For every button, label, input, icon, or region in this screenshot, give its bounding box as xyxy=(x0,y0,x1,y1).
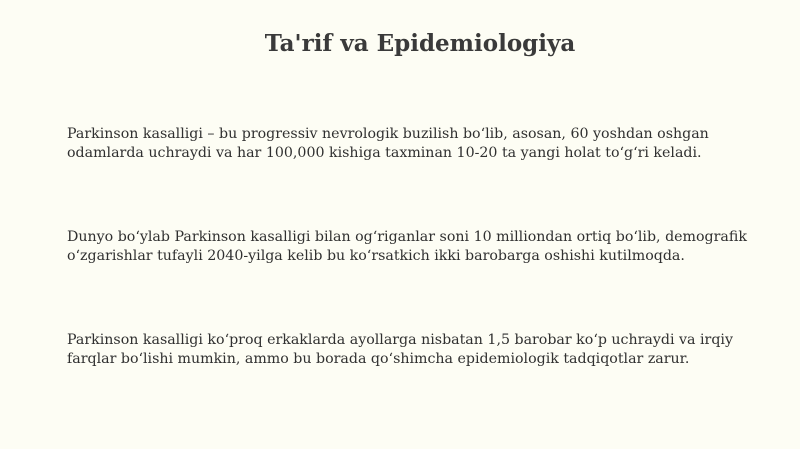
paragraph-demographics: Parkinson kasalligi ko‘proq erkaklarda ayollarga nisbatan 1,5 barobar ko‘p uchraydi va irqiy farqlar bo‘lishi mumkin, ammo bu borada qo‘shimcha epidemiologik tadqiqotlar zarur. xyxy=(67,332,733,367)
paragraph-global-prevalence: Dunyo bo‘ylab Parkinson kasalligi bilan og‘riganlar soni 10 milliondan ortiq bo‘lib, demografik o‘zgarishlar tufayli 2040-yilga kelib bu ko‘rsatkich ikki barobarga oshishi kutilmoqda. xyxy=(67,229,747,264)
slide-title: Ta'rif va Epidemiologiya xyxy=(264,30,576,57)
paragraph-definition: Parkinson kasalligi – bu progressiv nevrologik buzilish bo‘lib, asosan, 60 yoshdan oshgan odamlarda uchraydi va har 100,000 kishiga taxminan 10-20 ta yangi holat to‘g‘ri keladi. xyxy=(67,126,709,161)
